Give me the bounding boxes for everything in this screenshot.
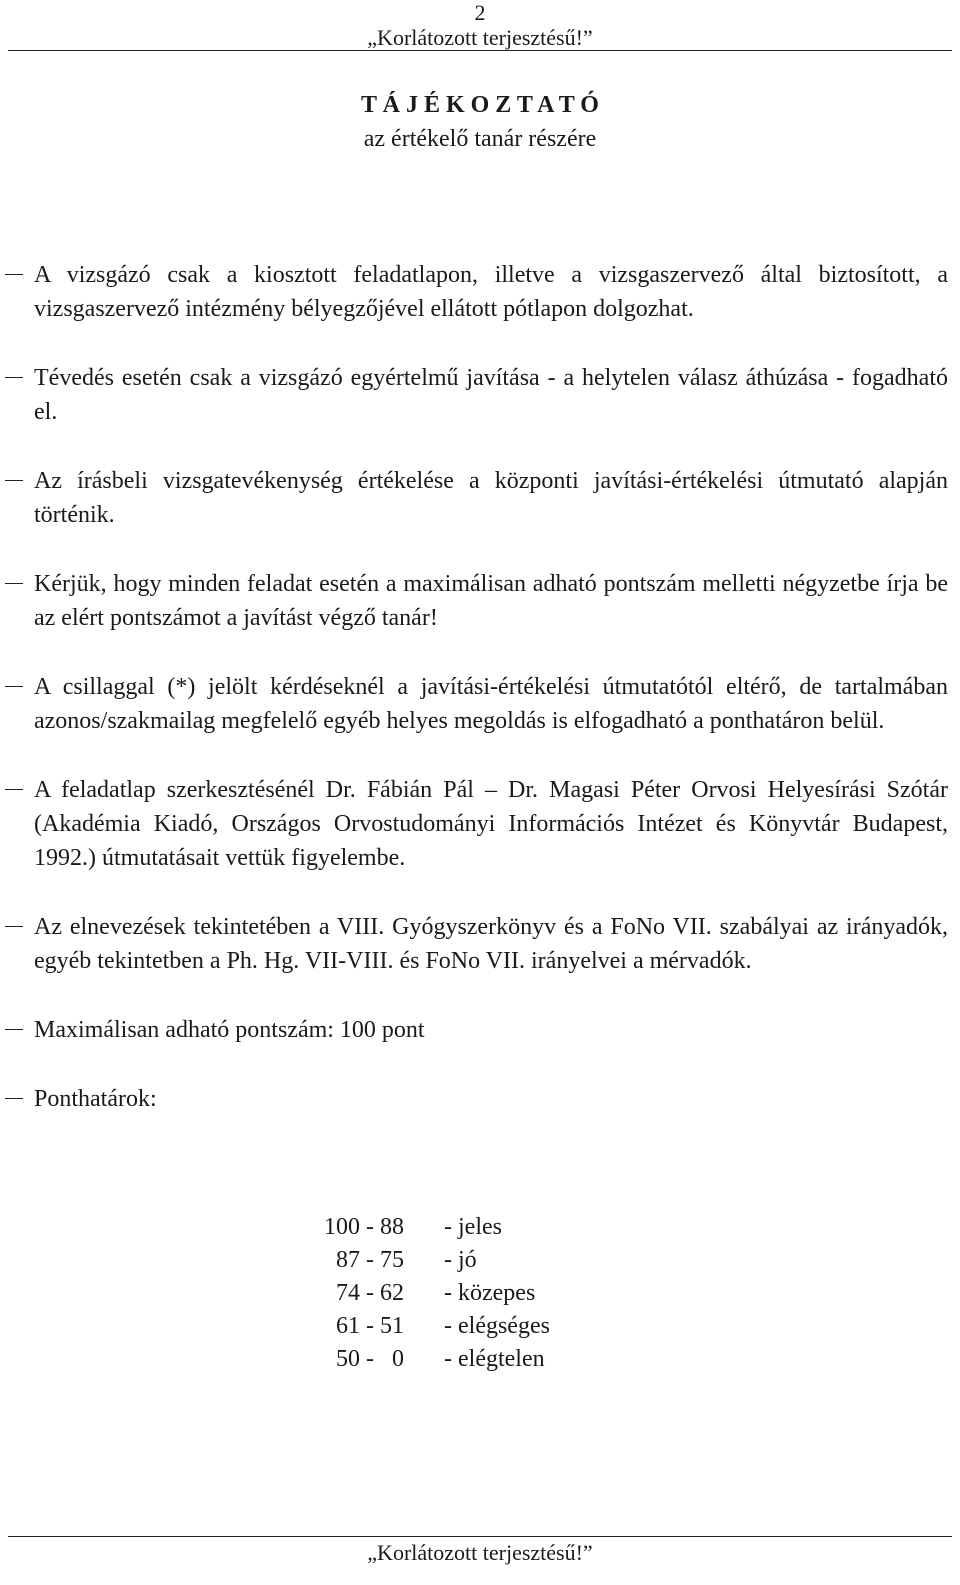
grade-label: - elégtelen — [444, 1346, 545, 1372]
restricted-notice-header: „Korlátozott terjesztésű!” — [367, 25, 593, 50]
instruction-text: Az írásbeli vizsgatevékenység értékelése a központi javítási-értékelési útmutató alapján történik. — [34, 468, 948, 528]
instruction-item — [34, 1082, 948, 1116]
score-range: 50 - 0 — [336, 1346, 404, 1372]
dash-bullet-icon — [5, 1029, 23, 1030]
instruction-item — [34, 910, 948, 978]
document-subtitle: az értékelő tanár részére — [363, 126, 597, 152]
dash-bullet-icon — [5, 480, 23, 481]
instruction-item — [34, 464, 948, 532]
dash-bullet-icon — [5, 926, 23, 927]
score-limit-row — [296, 1211, 550, 1244]
grade-label: - elégséges — [444, 1313, 550, 1339]
grade-label: - közepes — [444, 1280, 536, 1306]
footer-divider — [8, 1536, 952, 1537]
instruction-text: Az elnevezések tekintetében a VIII. Gyógyszerkönyv és a FoNo VII. szabályai az irányadók, egyéb tekintetben a Ph. Hg. VII-VIII. és FoNo VII. irányelvei a mérvadók. — [34, 914, 948, 974]
score-limits-heading: Ponthatárok: — [34, 1086, 157, 1112]
dash-bullet-icon — [5, 583, 23, 584]
dash-bullet-icon — [5, 274, 23, 275]
score-limit-row — [296, 1343, 550, 1376]
instruction-text: A csillaggal (*) jelölt kérdéseknél a javítási-értékelési útmutatótól eltérő, de tartalmában azonos/szakmailag megfelelő egyéb helyes megoldás is elfogadható a ponthatáron belül. — [34, 674, 948, 734]
restricted-notice-footer: „Korlátozott terjesztésű!” — [367, 1540, 593, 1565]
score-range: 74 - 62 — [336, 1280, 404, 1306]
dash-bullet-icon — [5, 377, 23, 378]
document-title: T Á J É K O Z T A T Ó — [361, 92, 599, 118]
instruction-item — [34, 773, 948, 875]
instruction-item — [34, 258, 948, 326]
instruction-text: Kérjük, hogy minden feladat esetén a maximálisan adható pontszám melletti négyzetbe írja be az elért pontszámot a javítást végző tanár! — [34, 571, 948, 631]
dash-bullet-icon — [5, 686, 23, 687]
score-limits-table — [296, 1211, 550, 1376]
score-limit-row — [296, 1244, 550, 1277]
dash-bullet-icon — [5, 1098, 23, 1099]
page-number: 2 — [474, 0, 486, 25]
instruction-item — [34, 1013, 948, 1047]
grade-label: - jeles — [444, 1214, 502, 1240]
instruction-text: Tévedés esetén csak a vizsgázó egyértelmű javítása - a helytelen válasz áthúzása - fogadható el. — [34, 365, 948, 425]
dash-bullet-icon — [5, 789, 23, 790]
score-limit-row — [296, 1277, 550, 1310]
instruction-item — [34, 361, 948, 429]
score-range: 61 - 51 — [336, 1313, 404, 1339]
instruction-item — [34, 567, 948, 635]
instruction-text: A feladatlap szerkesztésénél Dr. Fábián Pál – Dr. Magasi Péter Orvosi Helyesírási Szótár (Akadémia Kiadó, Országos Orvostudományi Információs Intézet és Könyvtár Budapest, 1992.) útmutatásait vettük figyelembe. — [34, 777, 948, 871]
header-divider — [8, 50, 952, 51]
instruction-item — [34, 670, 948, 738]
instruction-text: A vizsgázó csak a kiosztott feladatlapon, illetve a vizsgaszervező által biztosított, a vizsgaszervező intézmény bélyegzőjével ellátott pótlapon dolgozhat. — [34, 262, 948, 322]
max-score-text: Maximálisan adható pontszám: 100 pont — [34, 1017, 425, 1043]
score-range: 87 - 75 — [336, 1247, 404, 1273]
instruction-list — [34, 258, 948, 1116]
score-range: 100 - 88 — [324, 1214, 404, 1240]
grade-label: - jó — [444, 1247, 477, 1273]
score-limit-row — [296, 1310, 550, 1343]
